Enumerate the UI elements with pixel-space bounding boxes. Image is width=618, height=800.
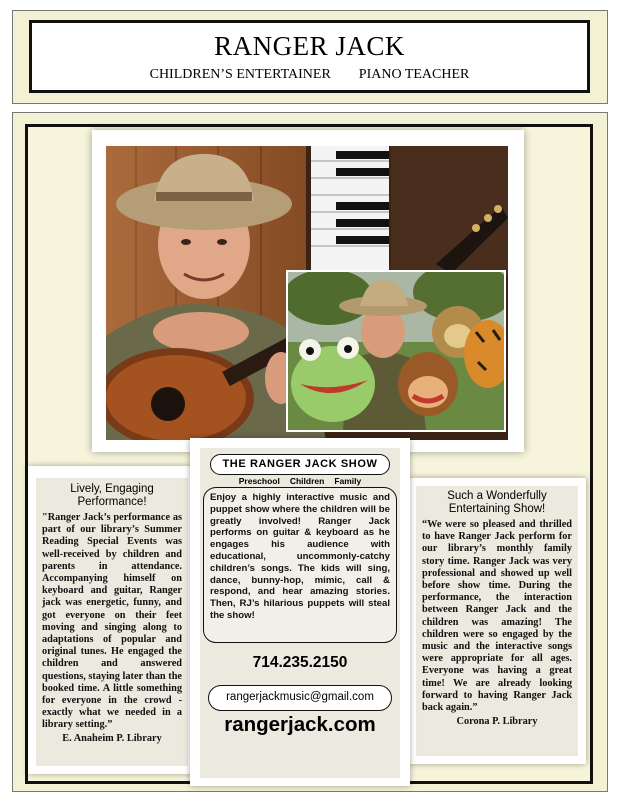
header-box [29,20,590,93]
review-corona-text: “We were so pleased and thrilled to have Ranger Jack perform for our library’s monthly family story time. Ranger Jack was very professional and showed up well before show time. During the performance, the interaction between Ranger Jack and the children was amazing! The children were so engaged by the music and the interactive songs were appropriate for all ages. Everyone was having a great time! We are already looking forward to having Ranger Jack back again.” [422,519,572,714]
review-anaheim-title: Lively, Engaging Performance! [70,483,154,508]
subtitle-piano-teacher: PIANO TEACHER [358,67,470,82]
review-anaheim-source: E. Anaheim P. Library [62,732,162,744]
review-anaheim-text: "Ranger Jack’s performance as part of our library’s Summer Reading Special Events was well-received by children and parents in attendance. Accompanying himself on keyboard and guitar, Ranger jack was energetic, funny, and got everyone on their feet moving and singing along to adaptations of popular and original tunes. He engaged the children and answered questions, staying later than the booked time. A little something for everyone in the crowd - exactly what we needed in a library setting.” [42,512,182,731]
show-title: THE RANGER JACK SHOW [210,454,390,475]
show-audience [200,476,400,486]
show-description: Enjoy a highly interactive music and puppet show where the children will be greatly involved! Ranger Jack performs on guitar & keyboard as he engages his audience with educational, uncommonly-catchy children’s songs. The kids will sing, dance, bunny-hop, mimic, call & respond, and hear amazing stories. Then, RJ’s hilarious puppets will steal the show! [203,487,397,643]
ranger-jack-puppets-photo [286,270,506,432]
subtitle-entertainer: CHILDREN’S ENTERTAINER [149,67,331,82]
review-corona [416,486,578,756]
website-url: rangerjack.com [224,713,376,736]
review-corona-title: Such a Wonderfully Entertaining Show! [447,490,547,515]
email-address: rangerjackmusic@gmail.com [208,685,392,711]
phone-number: 714.235.2150 [252,654,348,671]
audience-family: Family [334,476,362,486]
review-anaheim [36,478,188,766]
page-subtitle [32,67,587,83]
review-corona-source: Corona P. Library [456,716,538,728]
audience-children: Children [289,476,325,486]
audience-preschool: Preschool [238,476,280,486]
page-title: RANGER JACK [214,31,405,61]
